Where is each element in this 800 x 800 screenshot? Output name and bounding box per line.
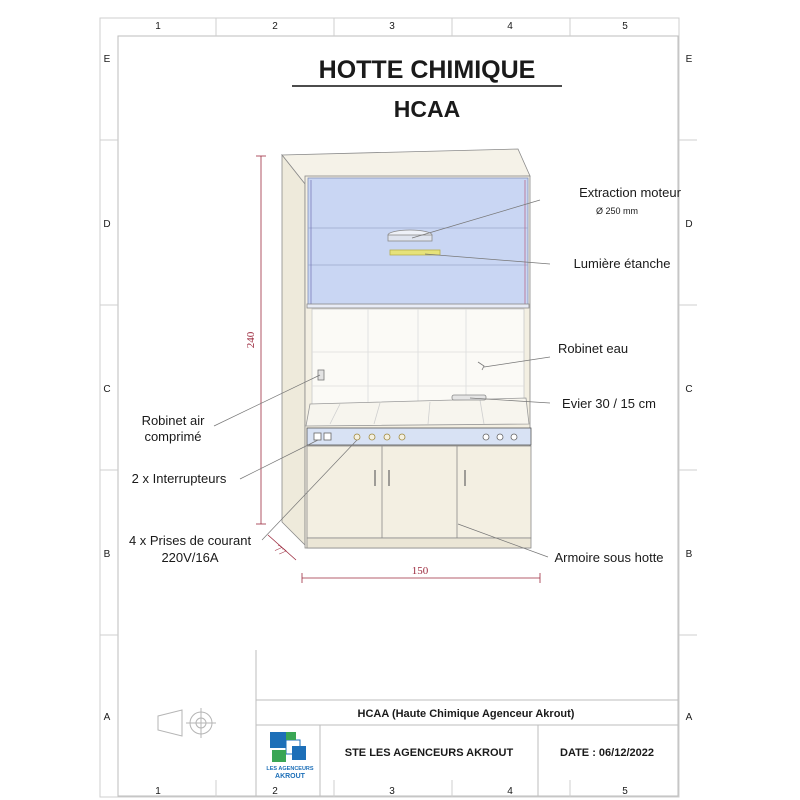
depth-dimension: 77 — [271, 542, 288, 559]
logo-text-line1: LES AGENCEURS — [266, 766, 314, 772]
col-label-bottom: 3 — [389, 786, 395, 797]
col-label-top: 3 — [389, 21, 395, 32]
sink — [452, 395, 486, 400]
width-dimension: 150 — [411, 565, 429, 577]
valve-knob-2 — [497, 434, 503, 440]
projection-symbol-icon — [158, 708, 216, 738]
col-label-bottom: 4 — [507, 786, 513, 797]
socket-2 — [369, 434, 375, 440]
row-label-left: E — [103, 54, 111, 65]
row-label-right: D — [685, 219, 693, 230]
socket-1 — [354, 434, 360, 440]
sash-bottom-bar — [307, 304, 529, 308]
label-air-tap-2: comprimé — [144, 429, 202, 444]
extraction-duct-body — [388, 235, 432, 241]
label-extraction: Extraction moteur — [579, 185, 681, 200]
socket-4 — [399, 434, 405, 440]
label-switches: 2 x Interrupteurs — [131, 471, 227, 486]
label-sockets-2: 220V/16A — [161, 550, 219, 565]
col-label-top: 1 — [155, 21, 161, 32]
label-light: Lumière étanche — [573, 256, 671, 271]
row-label-left: A — [103, 712, 111, 723]
title-block-company: STE LES AGENCEURS AKROUT — [344, 747, 514, 759]
company-logo — [266, 732, 313, 780]
plinth — [307, 538, 531, 548]
row-label-right: B — [685, 549, 693, 560]
title-block-description: HCAA (Haute Chimique Agenceur Akrout) — [357, 708, 575, 720]
row-label-right: E — [685, 54, 693, 65]
title-block — [256, 650, 678, 796]
label-sink: Evier 30 / 15 cm — [562, 396, 656, 411]
socket-3 — [384, 434, 390, 440]
switch-1 — [314, 433, 321, 440]
page-title: HOTTE CHIMIQUE — [318, 56, 536, 84]
row-label-left: B — [103, 549, 111, 560]
row-label-left: C — [103, 384, 111, 395]
col-label-bottom: 1 — [155, 786, 161, 797]
row-label-left: D — [103, 219, 111, 230]
fume-hood-illustration — [282, 149, 531, 548]
row-label-right: C — [685, 384, 693, 395]
label-air-tap: Robinet air — [141, 413, 205, 428]
hood-left-side — [282, 155, 305, 545]
col-label-bottom: 2 — [272, 786, 278, 797]
valve-knob-1 — [483, 434, 489, 440]
col-label-top: 5 — [622, 21, 628, 32]
col-label-top: 4 — [507, 21, 513, 32]
label-cabinet: Armoire sous hotte — [554, 550, 664, 565]
col-label-bottom: 5 — [622, 786, 628, 797]
label-water-tap: Robinet eau — [557, 341, 629, 356]
under-hood-cabinet — [307, 446, 531, 538]
glass-sash — [308, 178, 528, 306]
height-dimension: 240 — [245, 331, 257, 349]
title-block-date: DATE : 06/12/2022 — [560, 747, 654, 759]
valve-knob-3 — [511, 434, 517, 440]
label-sockets: 4 x Prises de courant — [128, 533, 252, 548]
label-extraction-detail: Ø 250 mm — [595, 206, 639, 216]
col-label-top: 2 — [272, 21, 278, 32]
row-label-right: A — [685, 712, 693, 723]
switch-2 — [324, 433, 331, 440]
page-subtitle: HCAA — [393, 96, 461, 122]
logo-text-line2: AKROUT — [275, 773, 305, 780]
air-tap — [318, 370, 324, 380]
